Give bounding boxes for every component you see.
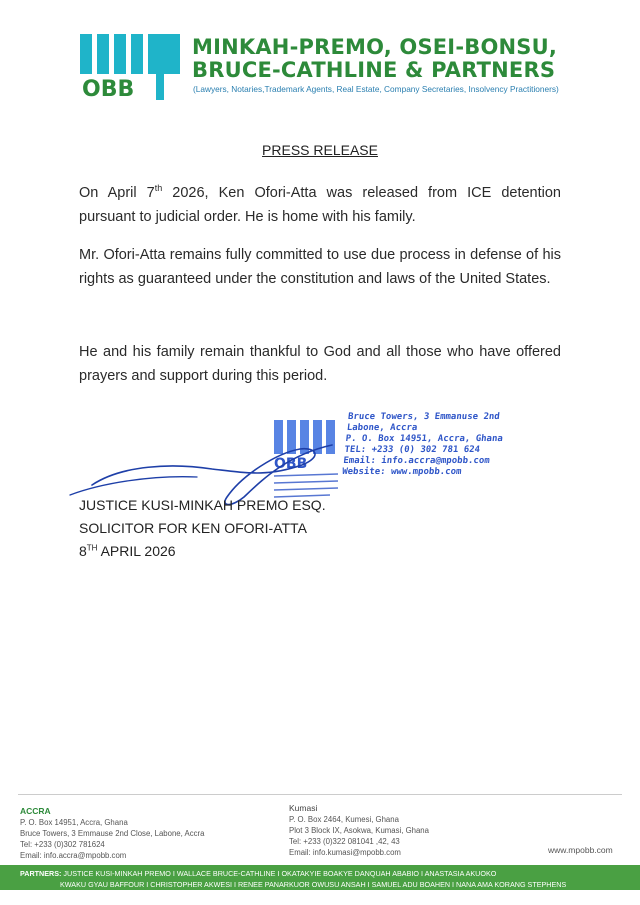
firm-name-line1: MINKAH-PREMO, OSEI-BONSU, <box>192 35 558 59</box>
address-line: Email: info.accra@mpobb.com <box>20 851 127 860</box>
firm-logo <box>80 34 180 100</box>
address-line: Email: info.kumasi@mpobb.com <box>289 848 401 857</box>
stamp-line: Bruce Towers, 3 Emmanuse 2nd <box>347 412 501 422</box>
address-line: Tel: +233 (0)302 781624 <box>20 840 105 849</box>
footer-address-kumasi <box>289 803 429 858</box>
address-line: P. O. Box 2464, Kumesi, Ghana <box>289 815 399 824</box>
paragraph-1: On April 7th 2026, Ken Ofori-Atta was released from ICE detention pursuant to judicial order. He is home with his family. <box>79 183 561 225</box>
footer-address-accra <box>20 806 204 861</box>
stamp-line: Labone, Accra <box>346 423 418 433</box>
date-suffix: TH <box>86 543 98 553</box>
partners-row-2: KWAKU GYAU BAFFOUR I CHRISTOPHER AKWESI I RENEE PANARKUOR OWUSU ANSAH I SAMUEL ADU BOAHEN I NANA AMA KORANG STEPHENS <box>60 880 567 889</box>
stamp-line: Email: info.accra@mpobb.com <box>342 456 491 466</box>
address-line: Tel: +233 (0)322 081041 ,42, 43 <box>289 837 400 846</box>
signing-date <box>79 543 176 559</box>
logo-text: OBB <box>82 77 135 100</box>
partners-names-1: JUSTICE KUSI-MINKAH PREMO I WALLACE BRUCE-CATHLINE I OKATAKYIE BOAKYE DANQUAH ABABIO I ANASTASIA AKUOKO <box>63 869 497 878</box>
stamp-line: Website: www.mpobb.com <box>341 467 462 477</box>
ordinal-suffix: th <box>154 183 163 193</box>
address-line: Bruce Towers, 3 Emmause 2nd Close, Labone, Accra <box>20 829 205 838</box>
partners-label: PARTNERS: <box>20 869 62 878</box>
signatory-role: SOLICITOR FOR KEN OFORI-ATTA <box>79 520 307 536</box>
paragraph-2: Mr. Ofori-Atta remains fully committed to use due process in defense of his rights as guaranteed under the constitution and laws of the United States. <box>79 247 561 287</box>
firm-name <box>192 36 557 82</box>
document-title: PRESS RELEASE <box>262 142 378 158</box>
footer-website: www.mpobb.com <box>548 845 613 855</box>
office-city: Kumasi <box>289 803 318 813</box>
date-day: 8 <box>79 543 87 559</box>
firm-subtitle: (Lawyers, Notaries,Trademark Agents, Real Estate, Company Secretaries, Insolvency Practitioners) <box>193 84 559 94</box>
signatory-name: JUSTICE KUSI-MINKAH PREMO ESQ. <box>79 497 326 513</box>
office-city: ACCRA <box>20 806 51 816</box>
address-line: Plot 3 Block IX, Asokwa, Kumasi, Ghana <box>289 826 429 835</box>
stamp-line: P. O. Box 14951, Accra, Ghana <box>345 434 504 444</box>
firm-name-line2: BRUCE-CATHLINE & PARTNERS <box>192 58 556 82</box>
stamp-address <box>341 412 504 478</box>
address-line: P. O. Box 14951, Accra, Ghana <box>20 818 128 827</box>
stamp-line: TEL: +233 (0) 302 781 624 <box>343 445 481 455</box>
partners-row-1 <box>0 868 640 879</box>
date-rest: APRIL 2026 <box>97 543 176 559</box>
footer-divider <box>18 794 622 795</box>
stamp-logo-text: OBB <box>274 456 308 472</box>
paragraph-3: He and his family remain thankful to God and all those who have offered prayers and support during this period. <box>79 344 561 384</box>
partners-bar <box>0 865 640 890</box>
